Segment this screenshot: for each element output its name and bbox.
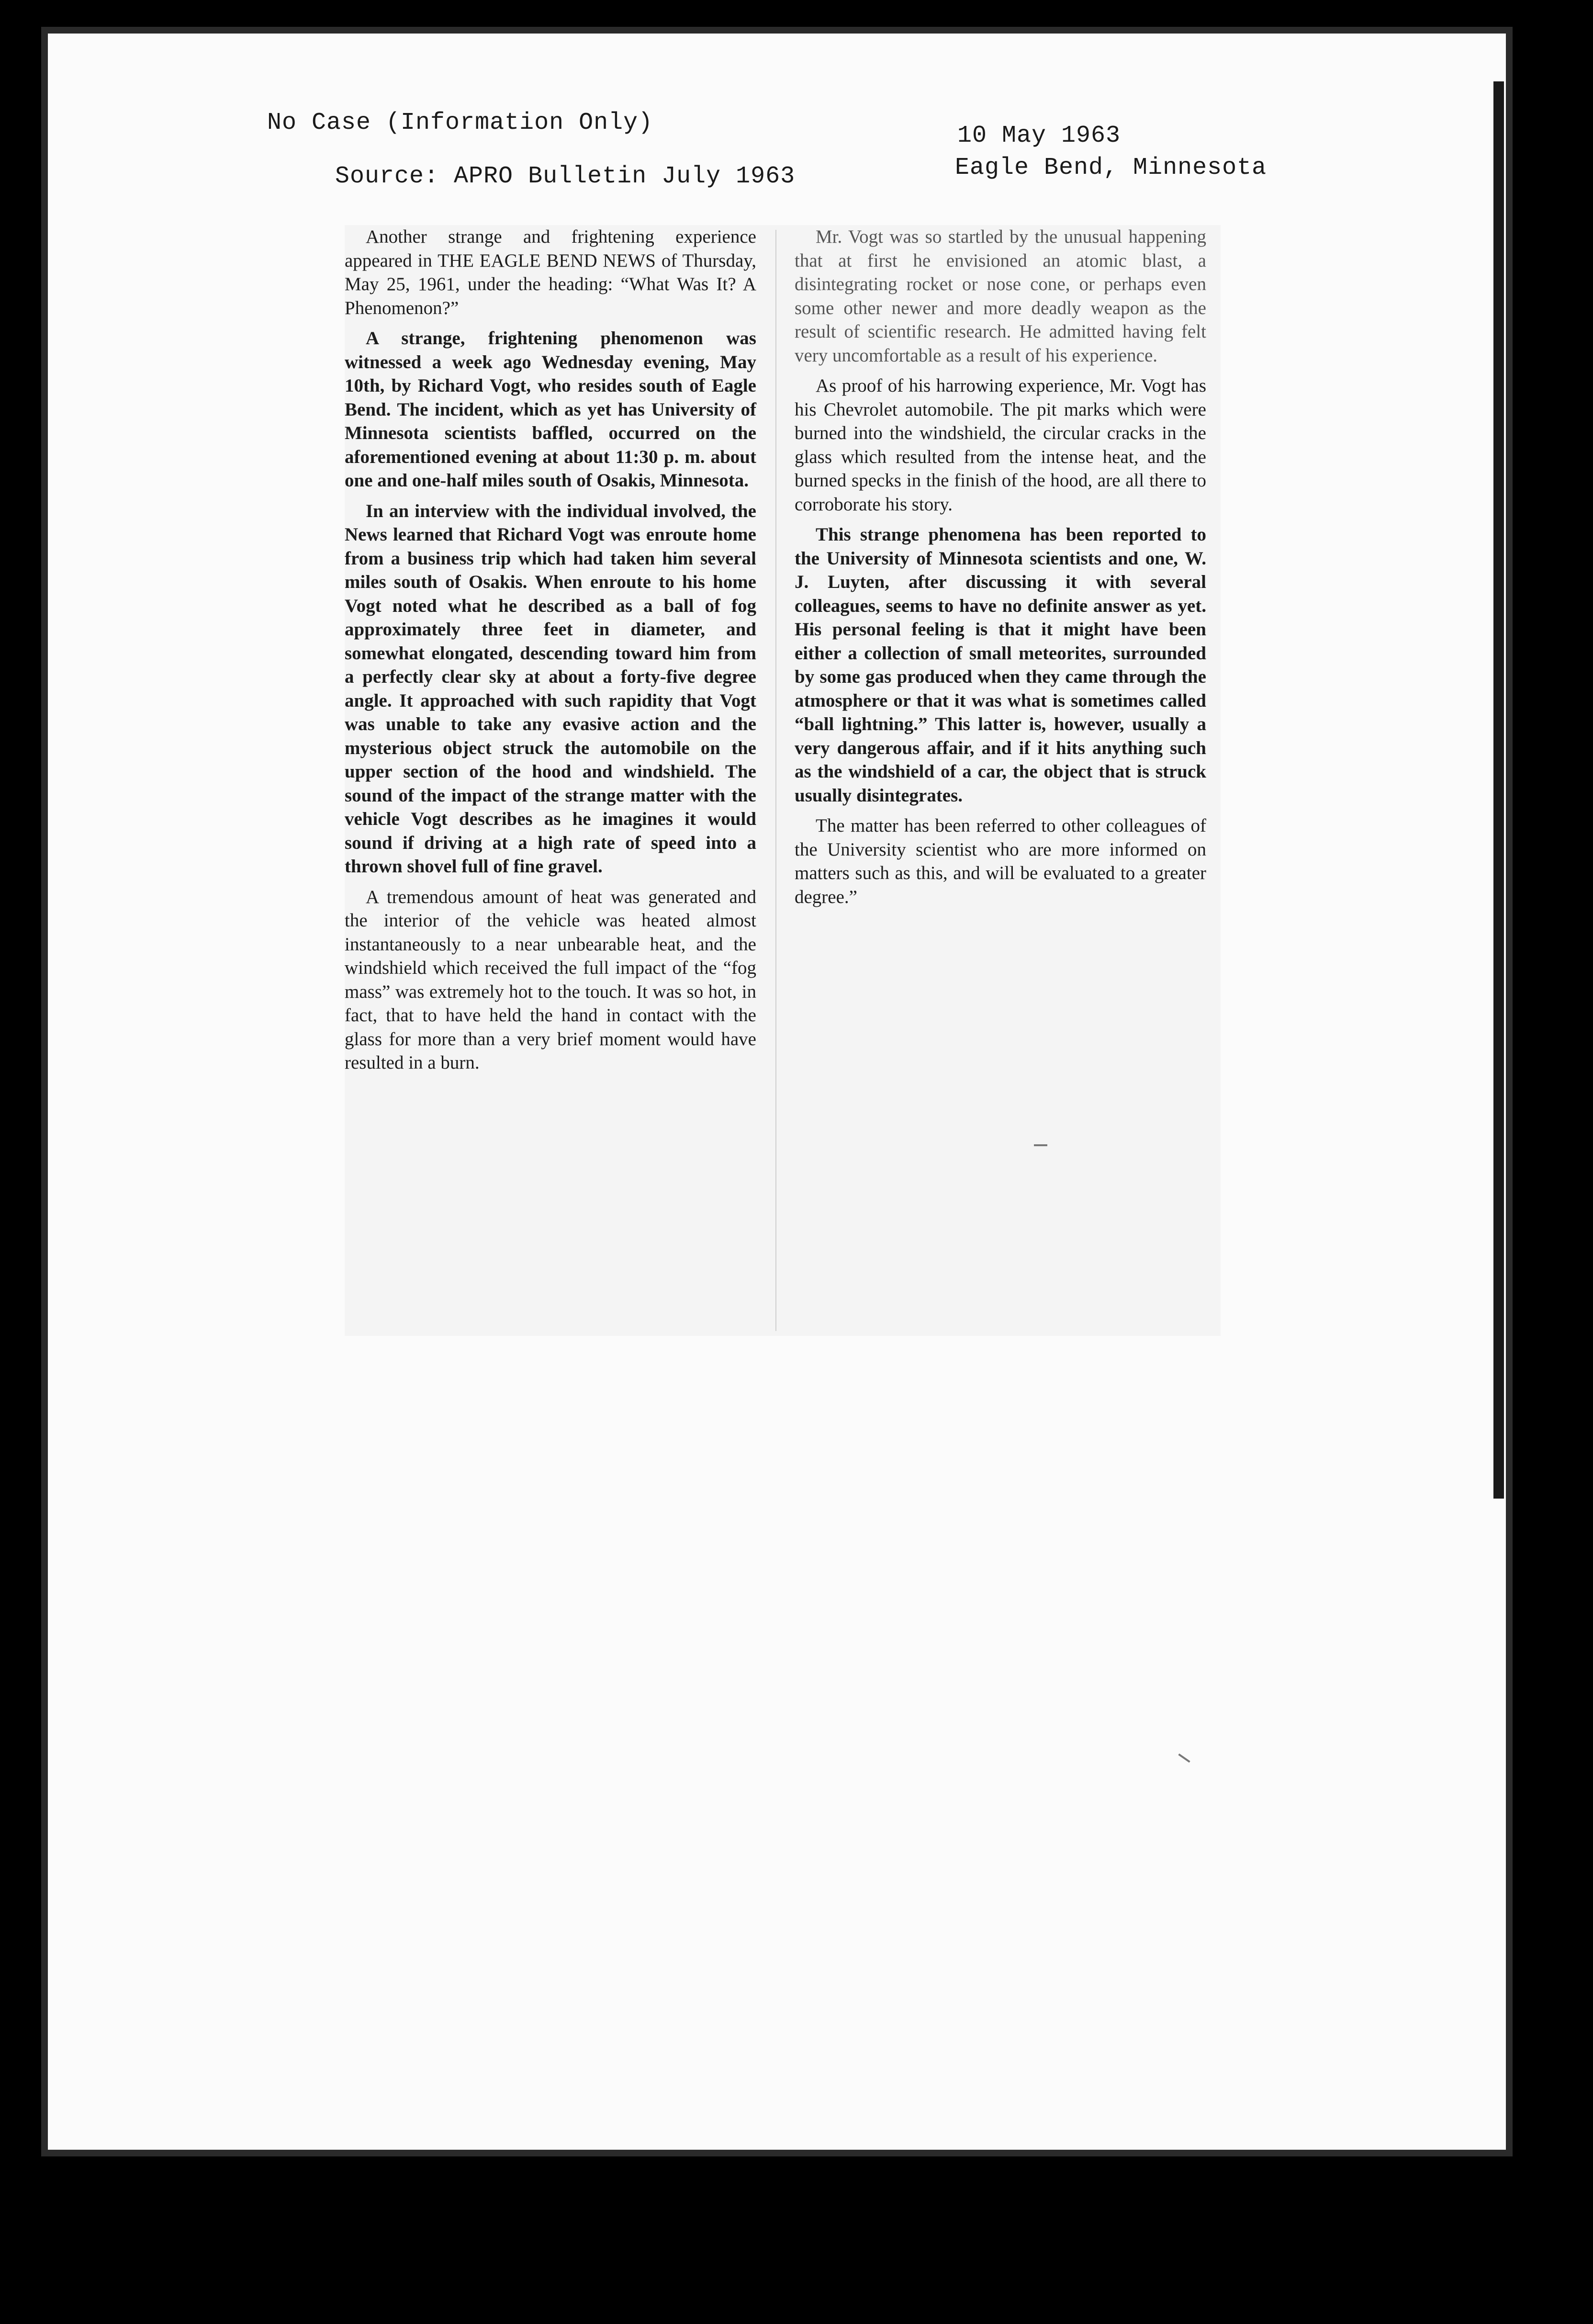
newspaper-clipping	[345, 225, 1221, 1336]
article-paragraph: Another strange and frightening experience appeared in THE EAGLE BEND NEWS of Thursday, May 25, 1961, under the heading: “What Was It? A Phenomenon?”	[345, 226, 756, 318]
article-right-column	[795, 225, 1206, 915]
case-line: No Case (Information Only)	[267, 109, 653, 136]
page-edge-shadow	[1493, 81, 1504, 1499]
source-line: Source: APRO Bulletin July 1963	[335, 163, 796, 190]
location-line: Eagle Bend, Minnesota	[955, 154, 1267, 181]
article-paragraph: Mr. Vogt was so startled by the unusual happening that at first he envisioned an atomic blast, a disintegrating rocket or nose cone, or perhaps even some other newer and more deadly weapon as the result of scientific research. He admitted having felt very uncomfortable as a result of his experience.	[795, 226, 1206, 366]
article-paragraph: As proof of his harrowing experience, Mr. Vogt has his Chevrolet automobile. The pit marks which were burned into the windshield, the circular cracks in the glass which resulted from the intense heat, and the burned specks in the finish of the hood, are all there to corroborate his story.	[795, 375, 1206, 515]
article-paragraph: This strange phenomena has been reported to the University of Minnesota scientists and one, W. J. Luyten, after discussing it with several colleagues, seems to have no definite answer as yet. His personal feeling is that it might have been either a collection of small meteorites, surrounded by some gas produced when they came through the atmosphere or that it was what is sometimes called “ball lightning.” This latter is, however, usually a very dangerous affair, and if it hits anything such as the windshield of a car, the object that is struck usually disintegrates.	[795, 524, 1206, 806]
article-paragraph: In an interview with the individual involved, the News learned that Richard Vogt was enroute home from a business trip which had taken him several miles south of Osakis. When enroute to his home Vogt noted what he described as a ball of fog approximately three feet in diameter, and somewhat elongated, descending toward him from a perfectly clear sky at about a forty-five degree angle. It approached with such rapidity that Vogt was unable to take any evasive action and the mysterious object struck the automobile on the upper section of the hood and windshield. The sound of the impact of the strange matter with the vehicle Vogt describes as he imagines it would sound if driving at a high rate of speed into a thrown shovel full of fine gravel.	[345, 500, 756, 877]
scan-mark	[1034, 1144, 1047, 1146]
article-paragraph: A tremendous amount of heat was generated and the interior of the vehicle was heated almost instantaneously to a near unbearable heat, and the windshield which received the full impact of the “fog mass” was extremely hot to the touch. It was so hot, in fact, that to have held the hand in contact with the glass for more than a very brief moment would have resulted in a burn.	[345, 886, 756, 1073]
column-divider	[775, 230, 776, 1331]
article-left-column	[345, 225, 756, 1082]
article-paragraph: A strange, frightening phenomenon was witnessed a week ago Wednesday evening, May 10th, by Richard Vogt, who resides south of Eagle Bend. The incident, which as yet has University of Minnesota scientists baffled, occurred on the aforementioned evening at about 11:30 p. m. about one and one-half miles south of Osakis, Minnesota.	[345, 328, 756, 491]
article-paragraph: The matter has been referred to other colleagues of the University scientist who are more informed on matters such as this, and will be evaluated to a greater degree.”	[795, 815, 1206, 907]
date-line: 10 May 1963	[957, 122, 1121, 149]
